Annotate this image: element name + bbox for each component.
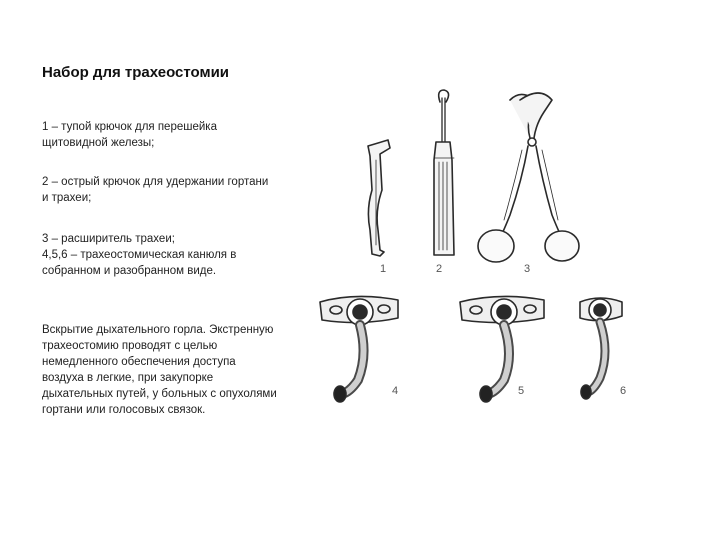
slide-title: Набор для трахеостомии: [42, 64, 230, 81]
figure-label-4: 4: [392, 385, 399, 397]
legend-item-blunt-hook: 1 – тупой крючок для перешейка щитовидной железы;: [42, 121, 217, 149]
legend-item-dilator-cannula: 3 – расширитель трахеи; 4,5,6 – трахеостомическая канюля в собранном и разобранном виде.: [42, 233, 237, 277]
trachea-dilator-icon: [478, 93, 579, 262]
sharp-hook-icon: [434, 90, 454, 255]
legend-item-sharp-hook: 2 – острый крючок для удержании гортани и трахеи;: [42, 176, 269, 204]
description-paragraph: Вскрытие дыхательного горла. Экстренную трахеостомию проводят с целью немедленного обеспечения доступа воздуха в легкие, при закупорке дыхательных путей, у больных с опухолями гортани или голосовых связок.: [42, 324, 277, 416]
tracheostomy-cannula-icon: [320, 296, 398, 402]
tracheostomy-cannula-icon: [580, 298, 622, 399]
blunt-hook-icon: [368, 140, 390, 256]
tracheostomy-cannula-icon: [460, 296, 544, 402]
figure-label-6: 6: [620, 385, 627, 397]
figure-label-5: 5: [518, 385, 525, 397]
instruments-figure: [300, 80, 640, 410]
figure-label-1: 1: [380, 263, 387, 275]
instruments-drawing: [300, 80, 640, 410]
figure-label-3: 3: [524, 263, 531, 275]
figure-label-2: 2: [436, 263, 443, 275]
